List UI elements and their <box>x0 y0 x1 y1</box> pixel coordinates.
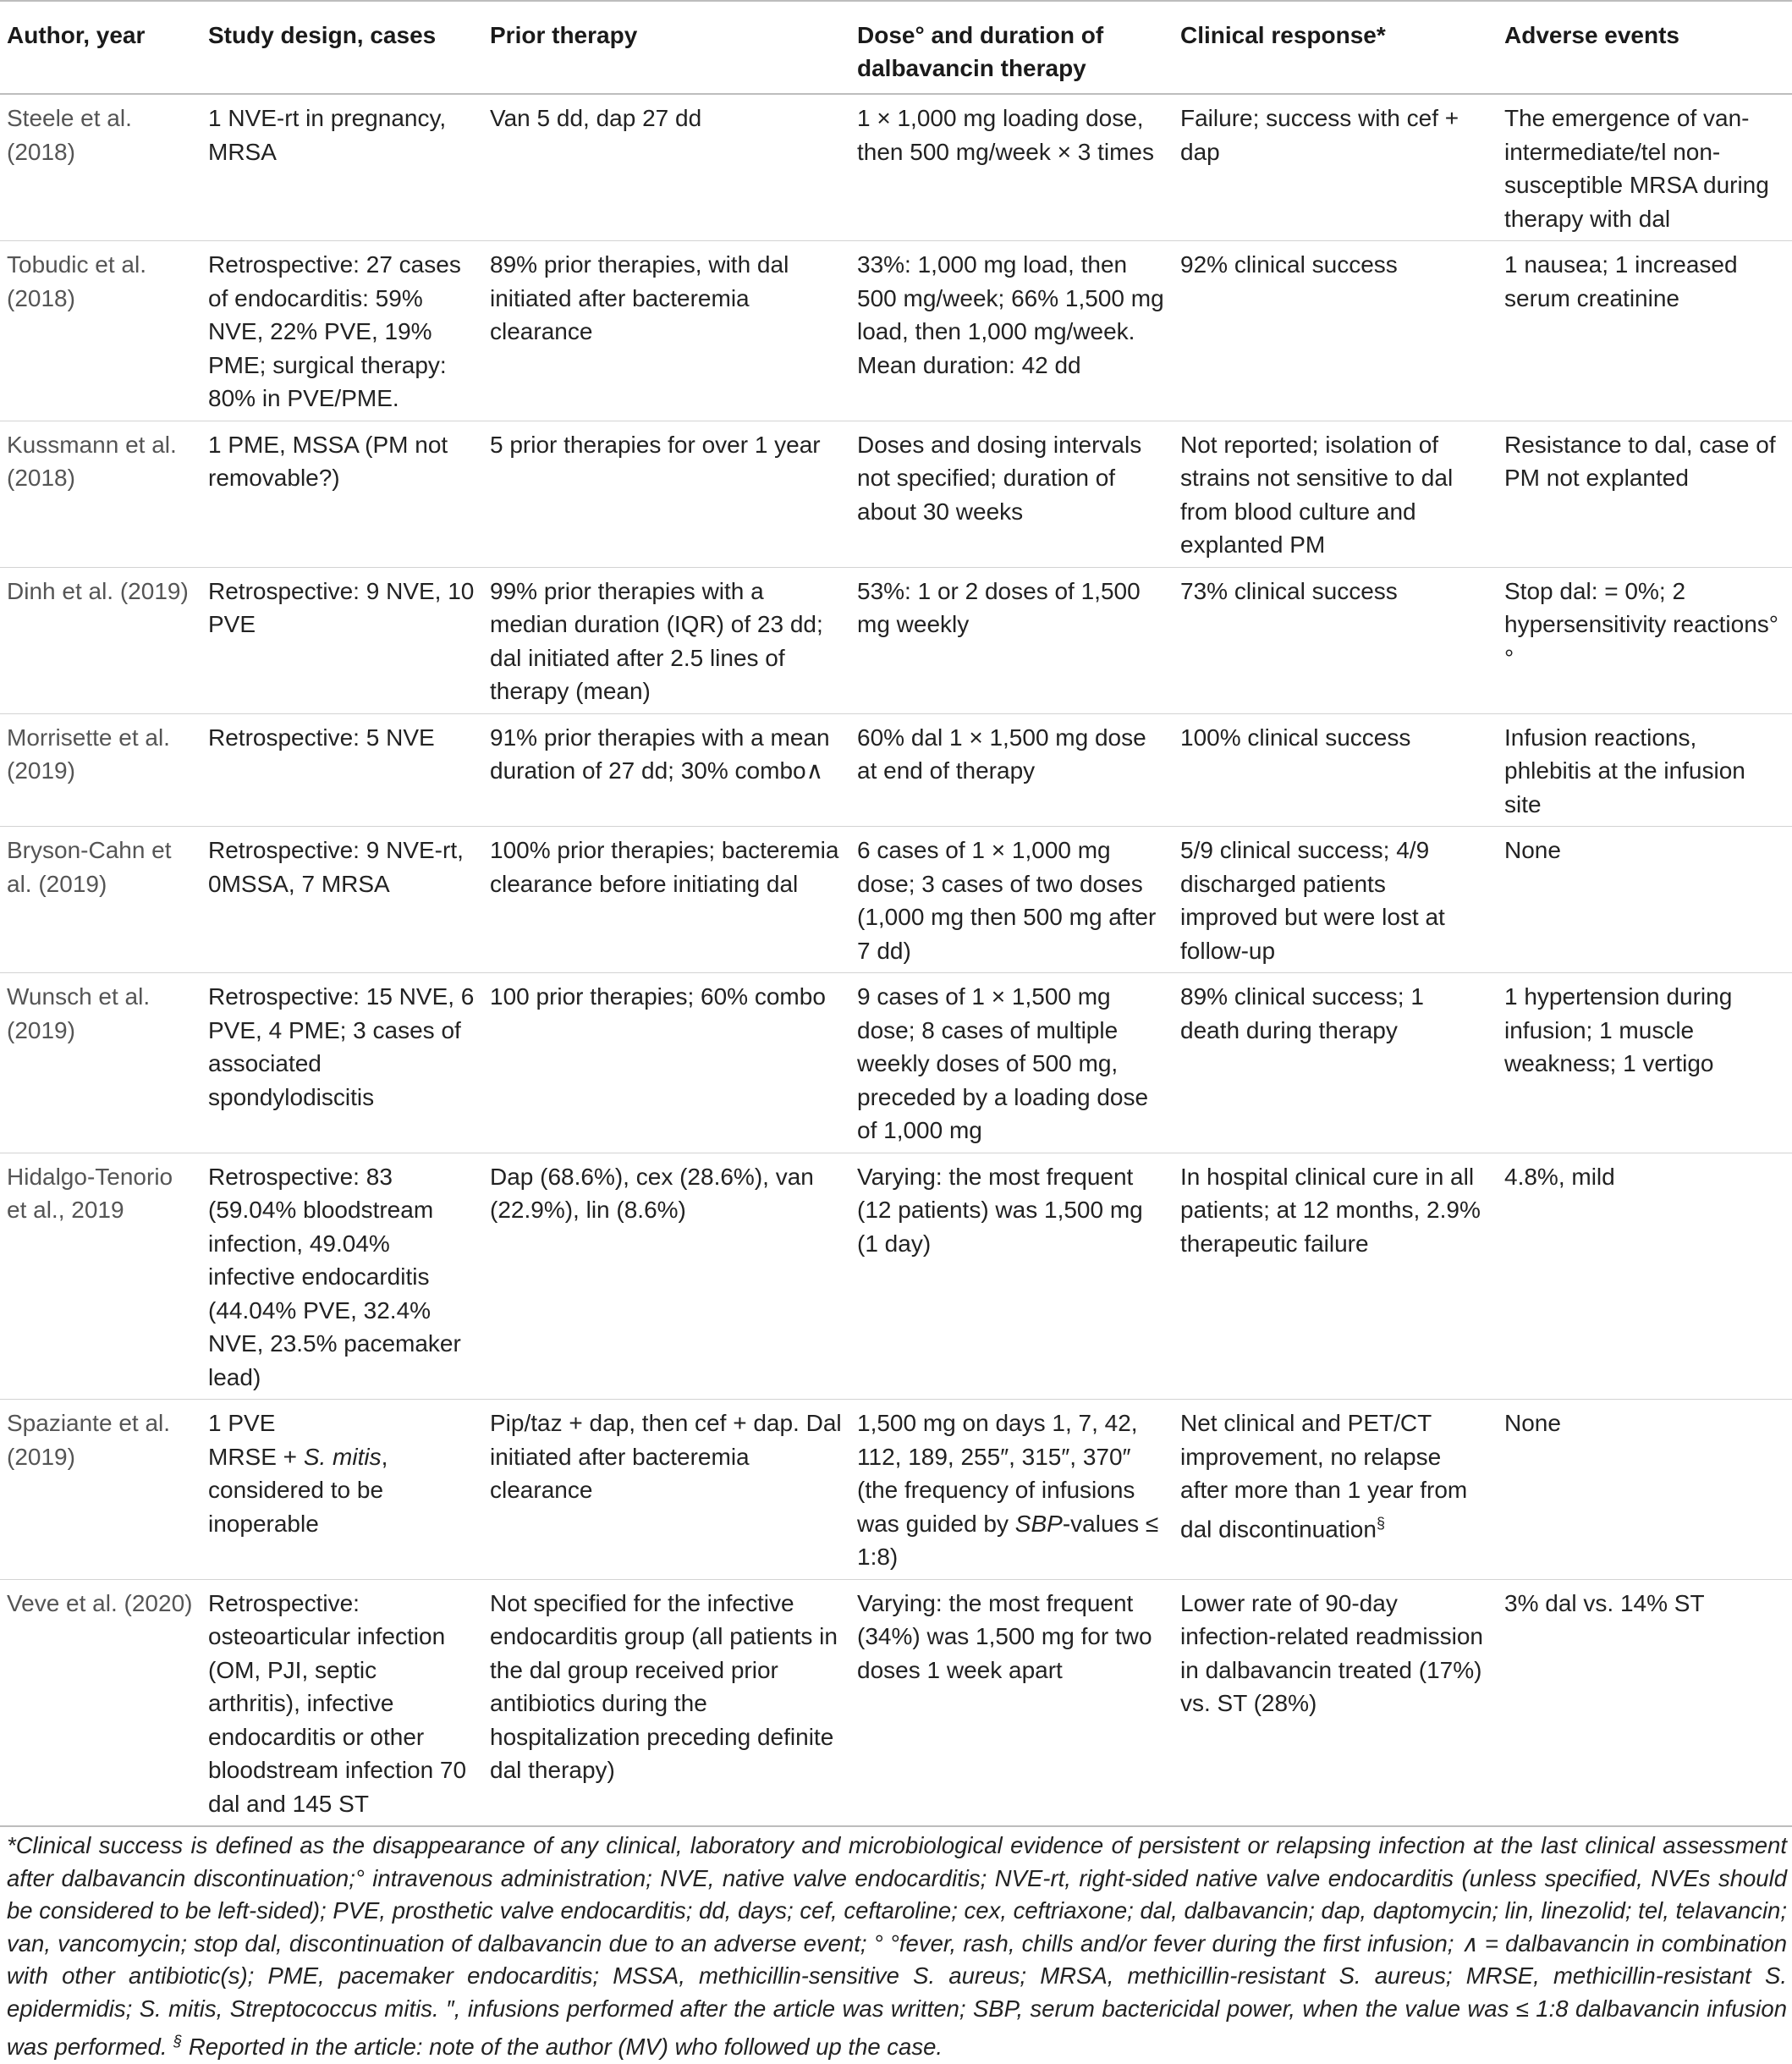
table-row <box>0 1400 1792 1580</box>
table-row <box>0 1579 1792 1826</box>
header-clinical-response: Clinical response* <box>1174 1 1498 94</box>
cell-adverse: Stop dal: = 0%; 2 hypersensitivity reactions°° <box>1498 567 1792 713</box>
cell-author: Tobudic et al. (2018) <box>0 241 201 421</box>
cell-design: Retrospective: osteoarticular infection (OM, PJI, septic arthritis), infective endocarditis or other bloodstream infection 70 dal and 145 ST <box>201 1579 483 1826</box>
cell-adverse: 1 nausea; 1 increased serum creatinine <box>1498 241 1792 421</box>
cell-author: Hidalgo-Tenorio et al., 2019 <box>0 1153 201 1400</box>
cell-adverse: 4.8%, mild <box>1498 1153 1792 1400</box>
cell-prior: 91% prior therapies with a mean duration of 27 dd; 30% combo∧ <box>483 713 850 827</box>
cell-prior: 89% prior therapies, with dal initiated after bacteremia clearance <box>483 241 850 421</box>
cell-adverse: None <box>1498 1400 1792 1580</box>
cell-design: Retrospective: 5 NVE <box>201 713 483 827</box>
cell-design: Retrospective: 9 NVE-rt, 0MSSA, 7 MRSA <box>201 827 483 973</box>
cell-adverse: None <box>1498 827 1792 973</box>
design-organism-italic: S. mitis <box>303 1443 382 1470</box>
footnote-tail: Reported in the article: note of the author (MV) who followed up the case. <box>182 2034 943 2061</box>
cell-author: Spaziante et al. (2019) <box>0 1400 201 1580</box>
cell-design: 1 NVE-rt in pregnancy, MRSA <box>201 94 483 241</box>
table-row <box>0 567 1792 713</box>
header-prior-therapy: Prior therapy <box>483 1 850 94</box>
table-row <box>0 973 1792 1153</box>
cell-author: Dinh et al. (2019) <box>0 567 201 713</box>
cell-dose: Doses and dosing intervals not specified; duration of about 30 weeks <box>850 421 1174 567</box>
response-text: Net clinical and PET/CT improvement, no relapse after more than 1 year from dal discontinuation <box>1180 1410 1468 1542</box>
cell-author: Wunsch et al. (2019) <box>0 973 201 1153</box>
cell-author: Kussmann et al. (2018) <box>0 421 201 567</box>
table-header-row <box>0 1 1792 94</box>
cell-design: Retrospective: 27 cases of endocarditis: 59% NVE, 22% PVE, 19% PME; surgical therapy: 80% in PVE/PME. <box>201 241 483 421</box>
table-row <box>0 1153 1792 1400</box>
cell-prior: Van 5 dd, dap 27 dd <box>483 94 850 241</box>
cell-adverse: The emergence of van-intermediate/tel non-susceptible MRSA during therapy with dal <box>1498 94 1792 241</box>
cell-adverse: 1 hypertension during infusion; 1 muscle weakness; 1 vertigo <box>1498 973 1792 1153</box>
table-footnote <box>7 1830 1787 2064</box>
cell-dose: 53%: 1 or 2 doses of 1,500 mg weekly <box>850 567 1174 713</box>
cell-response: 100% clinical success <box>1174 713 1498 827</box>
cell-response <box>1174 1400 1498 1580</box>
cell-dose: 60% dal 1 × 1,500 mg dose at end of therapy <box>850 713 1174 827</box>
table-row <box>0 241 1792 421</box>
footnote-main: *Clinical success is defined as the disappearance of any clinical, laboratory and microbiological evidence of persistent or relapsing infection at the last clinical assessment after dalbavancin discontinuation;° intravenous administration; NVE, native valve endocarditis; NVE-rt, right-sided native valve endocarditis (unless specified, NVEs should be considered to be left-sided); PVE, prosthetic valve endocarditis; dd, days; cef, ceftaroline; cex, ceftriaxone; dal, dalbavancin; dap, daptomycin; lin, linezolid; tel, telavancin; van, vancomycin; stop dal, discontinuation of dalbavancin due to an adverse event; ° °fever, rash, chills and/or fever during the first infusion; ∧ = dalbavancin in combination with other antibiotic(s); PME, pacemaker endocarditis; MSSA, methicillin-sensitive S. aureus; MRSA, methicillin-resistant S. aureus; MRSE, methicillin-resistant S. epidermidis; S. mitis, Streptococcus mitis. ″, infusions performed after the article was written; SBP, serum bactericidal power, when the value was ≤ 1:8 dalbavancin infusion was performed. <box>7 1832 1787 2061</box>
design-organism: MRSE + <box>208 1443 304 1470</box>
cell-response: In hospital clinical cure in all patients; at 12 months, 2.9% therapeutic failure <box>1174 1153 1498 1400</box>
cell-response: Failure; success with cef + dap <box>1174 94 1498 241</box>
table-row <box>0 713 1792 827</box>
cell-dose: Varying: the most frequent (12 patients) was 1,500 mg (1 day) <box>850 1153 1174 1400</box>
cell-prior: Pip/taz + dap, then cef + dap. Dal initiated after bacteremia clearance <box>483 1400 850 1580</box>
dose-text: 1,500 mg on days 1, 7, 42, 112, 189, 255″, 315″, 370″ (the frequency of infusions was guided by <box>857 1410 1138 1537</box>
cell-design: Retrospective: 83 (59.04% bloodstream infection, 49.04% infective endocarditis (44.04% PVE, 32.4% NVE, 23.5% pacemaker lead) <box>201 1153 483 1400</box>
cell-dose: 9 cases of 1 × 1,500 mg dose; 8 cases of multiple weekly doses of 500 mg, preceded by a loading dose of 1,000 mg <box>850 973 1174 1153</box>
cell-response: 5/9 clinical success; 4/9 discharged patients improved but were lost at follow-up <box>1174 827 1498 973</box>
design-line-1: 1 PVE <box>208 1410 276 1436</box>
table-row <box>0 94 1792 241</box>
design-remainder: , considered to be inoperable <box>208 1443 388 1537</box>
cell-design: 1 PME, MSSA (PM not removable?) <box>201 421 483 567</box>
cell-prior: 100 prior therapies; 60% combo <box>483 973 850 1153</box>
cell-author: Morrisette et al. (2019) <box>0 713 201 827</box>
dose-sbp-italic: SBP <box>1014 1510 1063 1537</box>
cell-dose: 6 cases of 1 × 1,000 mg dose; 3 cases of two doses (1,000 mg then 500 mg after 7 dd) <box>850 827 1174 973</box>
header-author-year: Author, year <box>0 1 201 94</box>
cell-author: Bryson-Cahn et al. (2019) <box>0 827 201 973</box>
cell-design: Retrospective: 9 NVE, 10 PVE <box>201 567 483 713</box>
cell-response: 92% clinical success <box>1174 241 1498 421</box>
table-row <box>0 827 1792 973</box>
cell-author: Steele et al. (2018) <box>0 94 201 241</box>
response-section-mark: § <box>1376 1514 1385 1532</box>
cell-adverse: 3% dal vs. 14% ST <box>1498 1579 1792 1826</box>
table-row <box>0 421 1792 567</box>
cell-adverse: Resistance to dal, case of PM not explanted <box>1498 421 1792 567</box>
cell-design: Retrospective: 15 NVE, 6 PVE, 4 PME; 3 cases of associated spondylodiscitis <box>201 973 483 1153</box>
cell-design <box>201 1400 483 1580</box>
footnote-section-mark: § <box>173 2033 183 2050</box>
cell-dose <box>850 1400 1174 1580</box>
dose-text-end: -values ≤ 1:8) <box>857 1510 1159 1570</box>
cell-response: Not reported; isolation of strains not sensitive to dal from blood culture and explanted PM <box>1174 421 1498 567</box>
cell-prior: Not specified for the infective endocarditis group (all patients in the dal group received prior antibiotics during the hospitalization preceding definite dal therapy) <box>483 1579 850 1826</box>
cell-dose: 1 × 1,000 mg loading dose, then 500 mg/week × 3 times <box>850 94 1174 241</box>
cell-response: 89% clinical success; 1 death during therapy <box>1174 973 1498 1153</box>
header-study-design: Study design, cases <box>201 1 483 94</box>
cell-author: Veve et al. (2020) <box>0 1579 201 1826</box>
cell-dose: Varying: the most frequent (34%) was 1,500 mg for two doses 1 week apart <box>850 1579 1174 1826</box>
cell-response: 73% clinical success <box>1174 567 1498 713</box>
cell-prior: Dap (68.6%), cex (28.6%), van (22.9%), lin (8.6%) <box>483 1153 850 1400</box>
cell-response: Lower rate of 90-day infection-related readmission in dalbavancin treated (17%) vs. ST (28%) <box>1174 1579 1498 1826</box>
cell-prior: 100% prior therapies; bacteremia clearance before initiating dal <box>483 827 850 973</box>
cell-adverse: Infusion reactions, phlebitis at the infusion site <box>1498 713 1792 827</box>
cell-dose: 33%: 1,000 mg load, then 500 mg/week; 66% 1,500 mg load, then 1,000 mg/week. Mean duration: 42 dd <box>850 241 1174 421</box>
cell-prior: 5 prior therapies for over 1 year <box>483 421 850 567</box>
header-dose-duration: Dose° and duration of dalbavancin therapy <box>850 1 1174 94</box>
header-adverse-events: Adverse events <box>1498 1 1792 94</box>
cell-prior: 99% prior therapies with a median duration (IQR) of 23 dd; dal initiated after 2.5 lines of therapy (mean) <box>483 567 850 713</box>
